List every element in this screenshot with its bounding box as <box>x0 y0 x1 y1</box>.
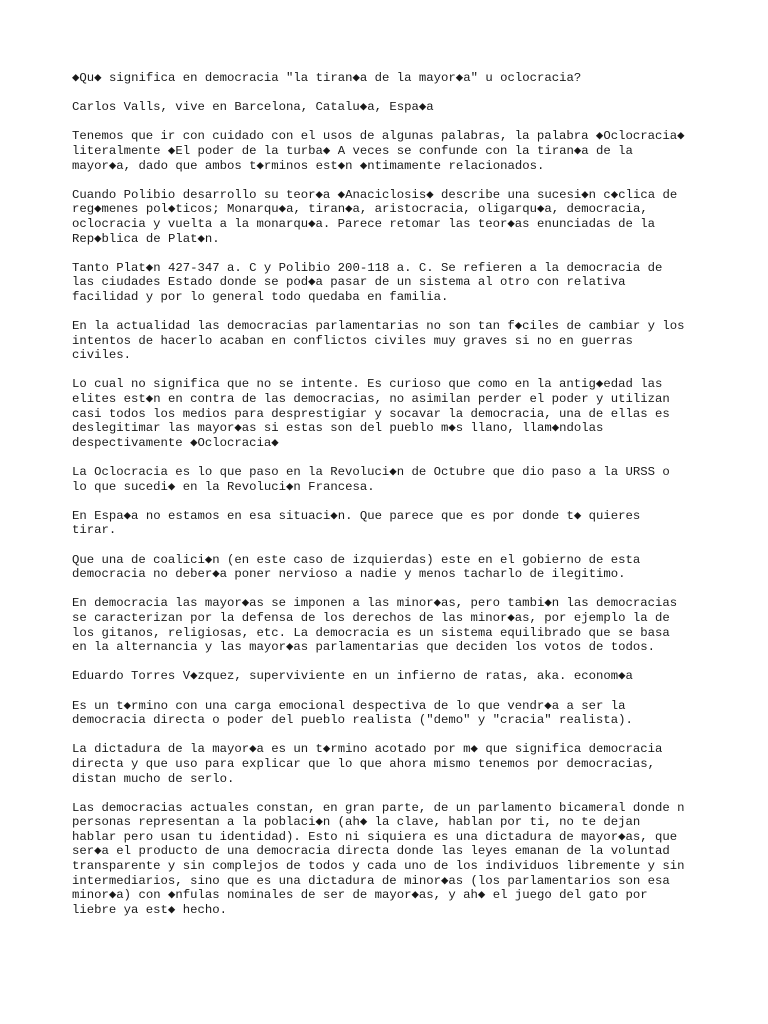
paragraph-oclocracia-examples: La Oclocracia es lo que paso en la Revoluci◆n de Octubre que dio paso a la URSS o lo que sucedi◆ en la Revoluci◆n Francesa. <box>72 465 670 494</box>
author-line-carlos-valls: Carlos Valls, vive en Barcelona, Catalu◆a, Espa◆a <box>72 100 434 115</box>
paragraph-elites: Lo cual no significa que no se intente. Es curioso que como en la antig◆edad las elites est◆n en contra de las democracias, no asimilan perder el poder y utilizan casi todos los medios para desprestigiar y socavar la democracia, una de ellas es deslegitimar las mayor◆as si estas son del pueblo m◆s llano, llam◆ndolas despectivamente ◆Oclocracia◆ <box>72 377 670 450</box>
author-line-eduardo-torres: Eduardo Torres V◆zquez, superviviente en un infierno de ratas, aka. econom◆a <box>72 669 633 684</box>
paragraph-platon-polibio: Tanto Plat◆n 427-347 a. C y Polibio 200-118 a. C. Se refieren a la democracia de las ciudades Estado donde se pod◆a pasar de un sistema al otro con relativa facilidad y por lo general todo quedaba en familia. <box>72 260 663 304</box>
paragraph-parliamentary-democracies: En la actualidad las democracias parlamentarias no son tan f◆ciles de cambiar y los intentos de hacerlo acaban en conflictos civiles muy graves si no en guerras civiles. <box>72 319 685 363</box>
paragraph-oclocracia-definition: Tenemos que ir con cuidado con el usos de algunas palabras, la palabra ◆Oclocracia◆ literalmente ◆El poder de la turba◆ A veces se confunde con la tiran◆a de la mayor◆a, dado que ambos t◆rminos est◆n ◆ntimamente relacionados. <box>72 129 685 173</box>
paragraph-majority-dictatorship: La dictadura de la mayor◆a es un t◆rmino acotado por m◆ que significa democracia directa y que uso para explicar que lo que ahora mismo tenemos por democracias, distan mucho de serlo. <box>72 742 663 786</box>
paragraph-coalition: Que una de coalici◆n (en este caso de izquierdas) este en el gobierno de esta democracia no deber◆a poner nervioso a nadie y menos tacharlo de ilegitimo. <box>72 552 641 582</box>
question-title: ◆Qu◆ significa en democracia "la tiran◆a de la mayor◆a" u oclocracia? <box>72 71 582 85</box>
paragraph-current-democracies: Las democracias actuales constan, en gran parte, de un parlamento bicameral donde n personas representan a la poblaci◆n (ah◆ la clave, hablan por ti, no te dejan hablar pero usan tu identidad). Esto ni siquiera es una dictadura de mayor◆as, que ser◆a el producto de una democracia directa donde las leyes emanan de la voluntad transparente y sin complejos de todos y cada uno de los individuos libremente y sin intermediarios, sino que es una dictadura de minor◆as (los parlamentarios son esa minor◆a) con ◆nfulas nominales de ser de mayor◆as, y ah◆ el juego del gato por liebre ya est◆ hecho. <box>72 800 685 917</box>
paragraph-majorities-minorities: En democracia las mayor◆as se imponen a las minor◆as, pero tambi◆n las democracias se caracterizan por la defensa de los derechos de las minor◆as, por ejemplo la de los gitanos, religiosas, etc. La democracia es un sistema equilibrado que se basa en la alternancia y las mayor◆as parlamentarias que deciden los votos de todos. <box>72 596 678 655</box>
document-page <box>72 71 712 932</box>
paragraph-term-emotional-charge: Es un t◆rmino con una carga emocional despectiva de lo que vendr◆a a ser la democracia directa o poder del pueblo realista ("demo" y "cracia" realista). <box>72 698 633 728</box>
paragraph-polibio-anaciclosis: Cuando Polibio desarrollo su teor◆a ◆Anaciclosis◆ describe una sucesi◆n c◆clica de reg◆menes pol◆ticos; Monarqu◆a, tiran◆a, aristocracia, oligarqu◆a, democracia, oclocracia y vuelta a la monarqu◆a. Parece retomar las teor◆as enunciadas de la Rep◆blica de Plat◆n. <box>72 187 678 246</box>
paragraph-spain-situation: En Espa◆a no estamos en esa situaci◆n. Que parece que es por donde t◆ quieres tirar. <box>72 508 641 538</box>
